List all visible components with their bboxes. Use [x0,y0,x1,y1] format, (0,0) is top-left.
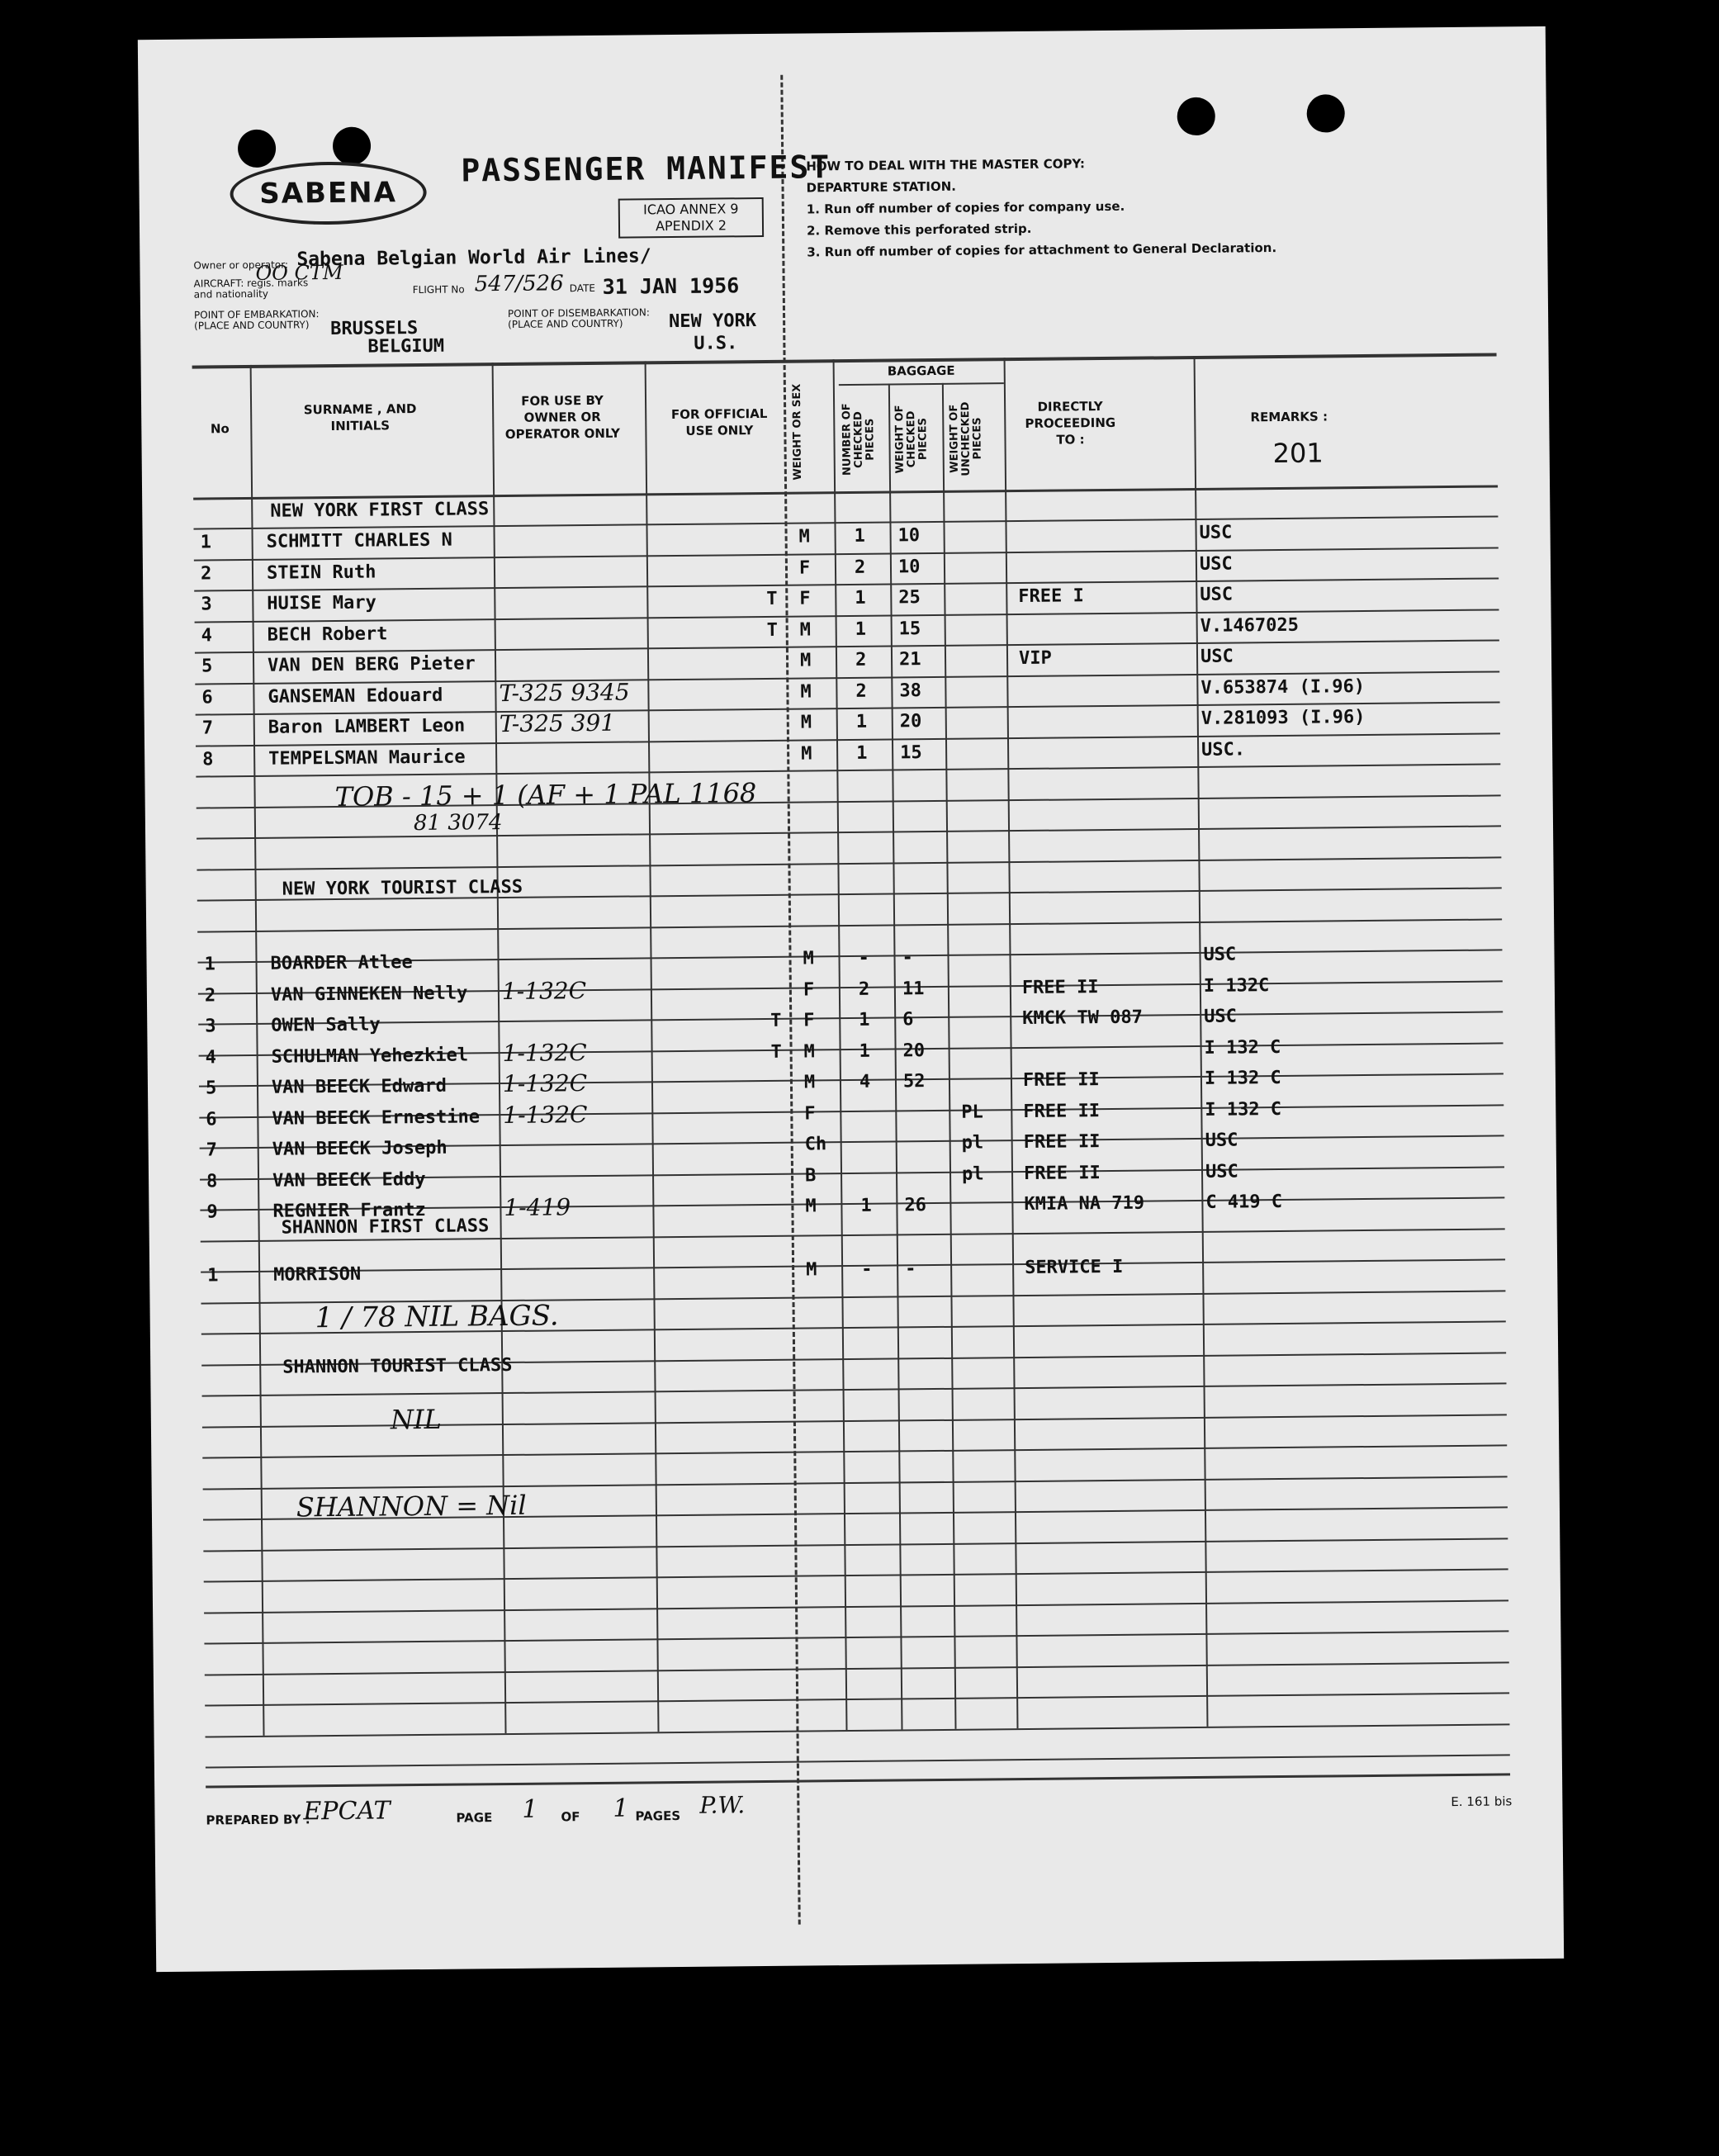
pax-unchecked: pl [961,1163,984,1185]
pax-no: 6 [201,686,213,708]
pax-owner-ref: 1-132C [502,1069,588,1098]
initials-signature: P.W. [699,1791,746,1819]
pax-remarks: I 132 C [1204,1036,1281,1059]
row-rule [205,1692,1509,1706]
instruction-line: 1. Run off number of copies for company use. [806,198,1125,217]
pax-owner-ref: 1-132C [501,976,587,1005]
row-rule [204,1599,1508,1613]
first-total-line1: TOB - 15 + 1 (AF + 1 PAL 1168 [334,777,757,813]
pax-name: TEMPELSMAN Maurice [268,746,466,770]
row-rule [203,1538,1508,1552]
pax-no: 1 [204,954,215,975]
pax-name: VAN BEECK Joseph [272,1137,448,1160]
row-rule [205,1661,1509,1675]
col-num-checked: NUMBER OF CHECKED PIECES [841,403,877,476]
pax-pieces: 2 [854,557,866,578]
pax-name: VAN GINNEKEN Nelly [270,982,468,1006]
pages-label: PAGES [635,1808,681,1824]
pax-sex: F [803,978,815,1001]
manifest-paper [138,26,1564,1972]
col-surname: SURNAME , AND INITIALS [303,401,417,434]
pax-sex: B [804,1164,817,1187]
page-stamp-number: 201 [1272,437,1324,470]
pax-pieces: 2 [858,978,870,1000]
section-title: NEW YORK FIRST CLASS [270,499,490,522]
instruction-line: 2. Remove this perforated strip. [806,220,1032,239]
punch-hole [238,130,276,168]
owner-label: Owner or operator: [193,258,289,272]
pax-no: 5 [205,1078,217,1099]
disembark-place: NEW YORK [668,310,757,333]
pax-remarks: USC [1200,584,1234,605]
pax-destination: FREE II [1021,976,1099,998]
pax-no: 4 [201,624,213,647]
pax-weight: 25 [898,587,921,609]
pax-name: VAN DEN BERG Pieter [267,653,476,676]
prepared-value: EPCAT [303,1796,391,1827]
pax-weight: 38 [899,680,922,701]
pax-pieces: 1 [859,1009,870,1031]
pax-sex: M [799,650,812,671]
pax-destination: FREE II [1023,1131,1101,1153]
pax-name: BECH Robert [267,623,388,646]
date-value: 31 JAN 1956 [602,273,740,299]
disembark-label: POINT OF DISEMBARKATION: (PLACE AND COUNTRY) [507,306,650,330]
pax-weight: 15 [900,742,922,763]
pax-weight: - [905,1258,916,1280]
pax-weight: 52 [902,1071,926,1092]
pax-weight: 26 [904,1195,927,1216]
row-rule [202,1444,1507,1458]
pax-no: 9 [206,1201,218,1223]
pax-no: 7 [206,1140,218,1161]
col-remarks: REMARKS : [1250,409,1328,425]
annex-line2: APENDIX 2 [655,217,727,235]
pax-destination: KMCK TW 087 [1022,1007,1144,1030]
section-title: SHANNON TOURIST CLASS [282,1354,513,1378]
sabena-logo: SABENA [230,161,427,225]
pax-name: VAN BEECK Eddy [272,1168,426,1192]
col-official-use: FOR OFFICIAL USE ONLY [670,405,768,438]
pax-weight: 20 [899,711,922,732]
pax-name: BOARDER Atlee [270,952,413,974]
pax-sex: M [799,618,812,641]
pax-owner-ref: T-325 391 [499,708,616,738]
pax-remarks: USC [1199,553,1233,575]
pax-t-mark: T [766,619,779,641]
embark-place: BRUSSELS [330,317,419,340]
punch-hole [333,127,371,165]
pax-pieces: - [861,1258,873,1280]
pax-no: 3 [205,1016,216,1037]
pax-sex: M [803,1072,816,1093]
pax-t-mark: T [770,1041,782,1063]
row-rule [203,1476,1508,1490]
aircraft-value: OO CTM [255,260,343,285]
pax-pieces: 1 [855,711,868,732]
embark-country: BELGIUM [367,335,445,358]
pax-name: VAN BEECK Edward [271,1075,448,1098]
baggage-underline [839,382,1004,386]
pax-weight: 21 [898,649,921,670]
pax-remarks: I 132 C [1204,1068,1281,1089]
pax-weight: 10 [897,525,921,547]
col-weight-checked: WEIGHT OF CHECKED PIECES [893,405,930,474]
pax-no: 8 [202,748,214,770]
pax-remarks: USC. [1200,738,1246,761]
section-title: NEW YORK TOURIST CLASS [282,876,523,900]
date-label: DATE [569,282,596,295]
pax-sex: M [805,1196,817,1217]
pax-weight: 6 [902,1009,914,1031]
pax-remarks: USC [1204,1006,1238,1027]
pax-pieces: 1 [855,587,866,609]
master-copy-instructions [806,151,1276,263]
shannon-first-note: 1 / 78 NIL BAGS. [315,1299,559,1335]
punch-hole [1177,97,1215,135]
pax-remarks: I 132C [1203,974,1270,997]
section-title: SHANNON FIRST CLASS [281,1215,490,1239]
pax-pieces: 1 [854,525,865,547]
pax-sex: F [799,588,811,609]
embark-label: POINT OF EMBARKATION: (PLACE AND COUNTRY) [193,308,320,332]
pax-name: SCHULMAN Yehezkiel [271,1044,469,1068]
pax-sex: F [803,1010,815,1031]
pax-name: HUISE Mary [267,592,376,614]
pax-no: 5 [201,656,213,677]
table-row [149,1253,1557,1296]
pax-name: MORRISON [273,1263,362,1286]
manifest-title: PASSENGER MANIFEST [461,149,831,189]
pax-sex: F [804,1102,816,1125]
form-code: E. 161 bis [1451,1794,1513,1810]
pax-name: OWEN Sally [271,1014,381,1036]
pax-owner-ref: 1-419 [504,1193,571,1222]
pax-pieces: 2 [855,649,867,670]
pax-owner-ref: 1-132C [503,1100,588,1129]
pax-name: STEIN Ruth [266,561,376,584]
pax-name: SCHMITT CHARLES N [266,529,452,552]
footer-border [206,1773,1510,1788]
instruction-line: DEPARTURE STATION. [806,178,957,196]
instruction-line: HOW TO DEAL WITH THE MASTER COPY: [806,156,1086,174]
pax-no: 6 [206,1108,217,1130]
pax-remarks: USC [1203,944,1237,965]
pax-pieces: 1 [860,1195,872,1216]
page-value: 1 [522,1794,538,1824]
row-rule [202,1382,1507,1396]
shannon-tourist-note: NIL [390,1403,442,1436]
pax-pieces: 1 [855,618,867,640]
col-owner-use: FOR USE BY OWNER OR OPERATOR ONLY [504,392,621,442]
pax-sex: M [803,1040,815,1063]
pax-remarks: V.653874 (I.96) [1200,675,1366,699]
pax-destination: SERVICE I [1025,1256,1124,1278]
pax-pieces: 1 [859,1040,870,1062]
pax-sex: M [800,680,812,703]
annex-line1: ICAO ANNEX 9 [642,201,739,218]
pax-remarks: USC [1199,522,1233,543]
pax-no: 1 [207,1265,219,1286]
pax-name: GANSEMAN Edouard [268,685,443,708]
of-label: OF [561,1809,580,1825]
col-no: No [210,421,230,437]
pax-remarks: USC [1205,1161,1238,1182]
prepared-label: PREPARED BY : [206,1812,310,1828]
pax-owner-ref: 1-132C [502,1038,587,1067]
owner-value: Sabena Belgian World Air Lines/ [296,245,651,271]
pax-destination: FREE II [1023,1162,1101,1184]
pax-no: 3 [201,594,212,615]
pax-pieces: 1 [856,742,868,764]
pax-t-mark: T [766,588,778,609]
first-total-line2: 81 3074 [413,810,503,836]
pax-remarks: V.281093 (I.96) [1200,707,1366,729]
flight-value: 547/526 [474,271,564,297]
pax-pieces: 2 [855,680,867,702]
pax-unchecked: PL [961,1101,983,1123]
pax-no: 4 [205,1046,217,1069]
pax-no: 2 [200,562,212,585]
pax-weight: 15 [898,618,921,639]
pax-remarks: C 419 C [1205,1191,1283,1213]
row-rule [204,1630,1508,1644]
pax-weight: 11 [902,978,925,999]
pax-destination: KMIA NA 719 [1024,1192,1145,1215]
pax-no: 2 [204,984,216,1007]
pax-destination: FREE II [1022,1069,1100,1092]
instruction-line: 3. Run off number of copies for attachment to General Declaration. [807,240,1277,260]
pax-destination: VIP [1018,647,1052,670]
pax-remarks: V.1467025 [1200,614,1300,637]
disembark-country: U.S. [694,333,738,354]
pax-weight: 20 [902,1040,926,1061]
pax-name: VAN BEECK Ernestine [272,1106,481,1130]
pax-weight: 10 [897,556,921,577]
ruled-lines [138,26,1546,40]
row-rule [206,1723,1510,1737]
pax-destination: FREE II [1023,1100,1101,1122]
pax-remarks: USC [1205,1130,1238,1151]
row-rule [197,856,1501,870]
col-weight-unchecked: WEIGHT OF UNCHECKED PIECES [948,401,984,476]
row-rule [206,1754,1510,1768]
aircraft-label: AIRCRAFT: regis. marks and nationality [193,277,309,301]
row-rule [204,1568,1508,1582]
row-rule [197,825,1501,839]
pax-remarks: I 132 C [1205,1098,1282,1121]
pax-name: REGNIER Frantz [272,1199,426,1222]
pax-remarks: USC [1200,646,1234,667]
col-directly: DIRECTLY PROCEEDING TO : [1025,399,1116,448]
pax-sex: M [806,1259,817,1281]
pax-sex: F [798,557,811,579]
icao-annex-box [618,197,764,239]
pax-unchecked: pl [961,1132,984,1154]
flight-label: FLIGHT No [412,283,465,296]
pax-name: Baron LAMBERT Leon [268,715,466,738]
pax-sex: Ch [804,1134,827,1155]
pax-sex: M [803,948,814,969]
page-label: PAGE [456,1810,493,1826]
pax-t-mark: T [770,1010,782,1031]
pax-no: 7 [201,718,214,739]
pax-no: 1 [200,532,212,553]
pax-no: 8 [206,1170,218,1192]
pax-destination: FREE I [1018,585,1084,608]
shannon-total-note: SHANNON = Nil [296,1489,527,1523]
punch-hole [1307,94,1345,132]
row-rule [197,918,1502,932]
pax-owner-ref: T-325 9345 [499,678,630,707]
header-bottom-border [193,485,1498,500]
pax-pieces: - [858,947,869,969]
of-value: 1 [613,1794,629,1823]
pax-sex: M [800,712,812,733]
col-baggage: BAGGAGE [887,362,955,379]
pax-weight: - [902,947,913,969]
pax-pieces: 4 [859,1071,871,1092]
pax-sex: M [801,742,812,765]
pax-sex: M [798,526,810,547]
col-weight-sex: WEIGHT OR SEX [790,383,804,481]
